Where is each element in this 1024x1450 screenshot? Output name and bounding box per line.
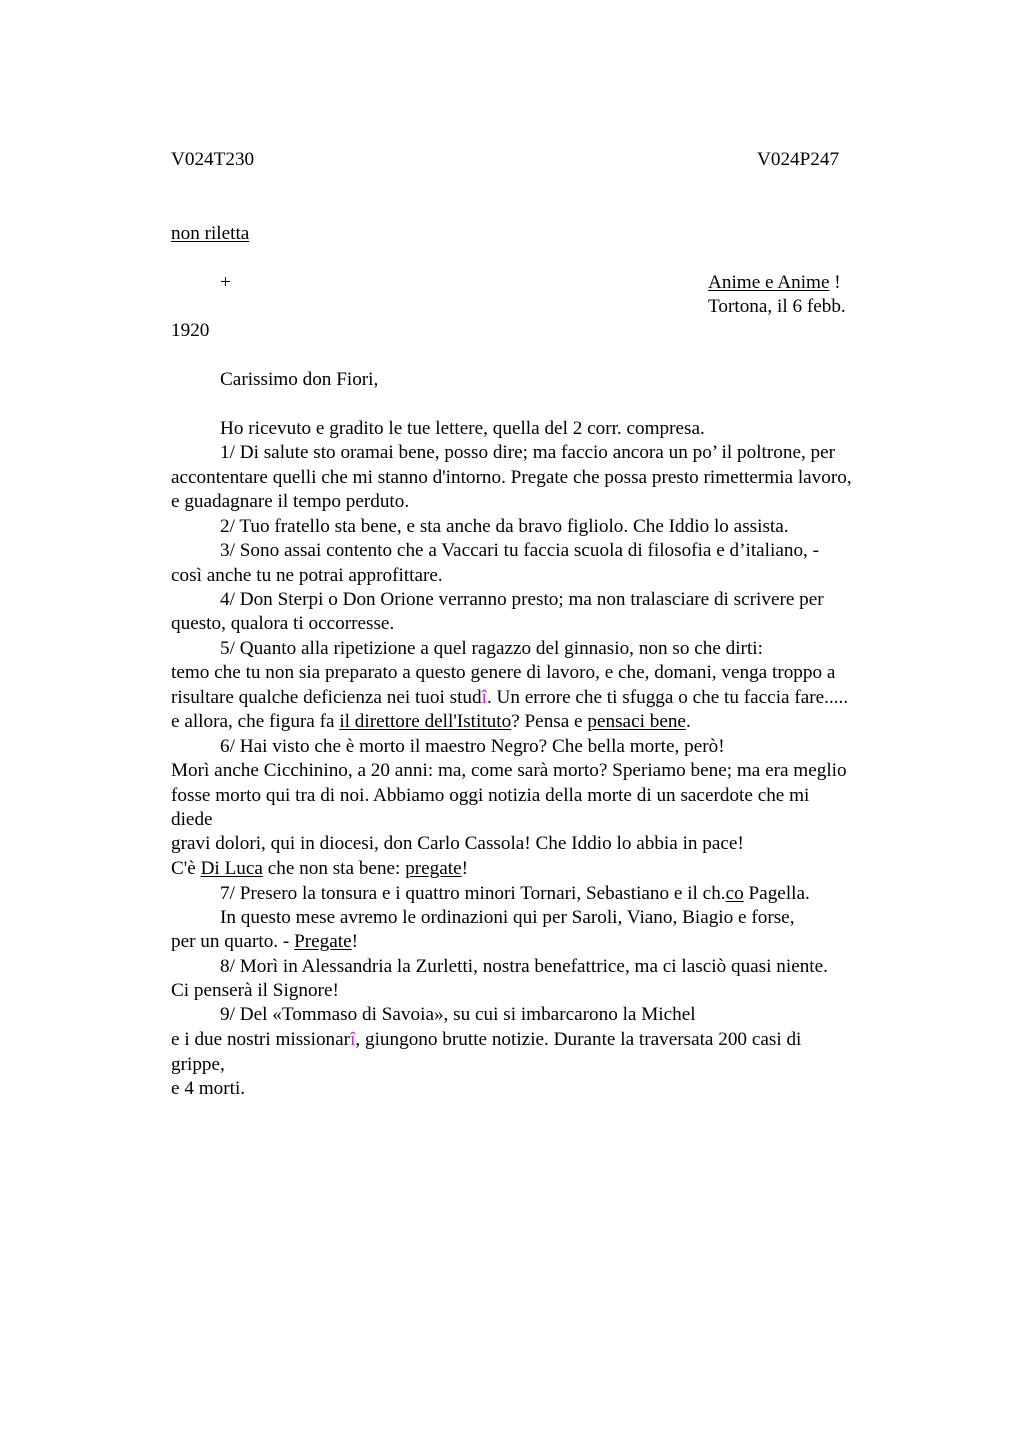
text-run: Pagella. <box>743 883 810 904</box>
body-line: 2/ Tuo fratello sta bene, e sta anche da bravo figliolo. Che Iddio lo assista. <box>220 516 789 537</box>
body-line <box>171 1030 801 1049</box>
text-run: ? Pensa e <box>511 711 588 732</box>
text-run: . Un errore che ti sfugga o che tu faccia fare..... <box>486 687 849 708</box>
body-line: Ci penserà il Signore! <box>171 980 339 1001</box>
place-date: Tortona, il 6 febb. <box>708 296 846 317</box>
body-line: e guadagnare il tempo perduto. <box>171 491 410 512</box>
review-note-text: non riletta <box>171 223 250 244</box>
body-line: accontentare quelli che mi stanno d'intorno. Pregate che possa presto rimettermia lavoro, <box>171 467 852 488</box>
year: 1920 <box>171 320 210 341</box>
correction-mark: î <box>481 687 487 708</box>
body-line: 4/ Don Sterpi o Don Orione verranno presto; ma non tralasciare di scrivere per <box>220 589 824 610</box>
text-run: ! <box>461 858 469 879</box>
underlined-text: Pregate <box>294 931 352 952</box>
cross-symbol: + <box>220 272 231 293</box>
document-code-left: V024T230 <box>171 149 255 170</box>
text-run: ! <box>351 931 359 952</box>
body-line: 6/ Hai visto che è morto il maestro Negro? Che bella morte, però! <box>220 736 725 757</box>
motto-punctuation: ! <box>829 272 841 293</box>
body-line: fosse morto qui tra di noi. Abbiamo oggi notizia della morte di un sacerdote che mi <box>171 785 810 806</box>
body-line <box>171 688 848 707</box>
body-line <box>220 884 810 903</box>
text-run: che non sta bene: <box>262 858 406 879</box>
body-line: e 4 morti. <box>171 1078 246 1099</box>
underlined-text: co <box>725 883 744 904</box>
body-line: 8/ Morì in Alessandria la Zurletti, nostra benefattrice, ma ci lasciò quasi niente. <box>220 956 828 977</box>
text-run: risultare qualche deficienza nei tuoi stud <box>171 687 482 708</box>
salutation: Carissimo don Fiori, <box>220 369 379 390</box>
body-line: 1/ Di salute sto oramai bene, posso dire; ma faccio ancora un po’ il poltrone, per <box>220 442 836 463</box>
text-run: . <box>685 711 691 732</box>
text-run: e i due nostri missionar <box>171 1029 351 1050</box>
body-line: Ho ricevuto e gradito le tue lettere, quella del 2 corr. compresa. <box>220 418 705 439</box>
body-line: grippe, <box>171 1054 225 1075</box>
body-line <box>171 932 358 951</box>
correction-mark: î <box>350 1029 356 1050</box>
body-line: 9/ Del «Tommaso di Savoia», su cui si imbarcarono la Michel <box>220 1004 696 1025</box>
underlined-text: pensaci bene <box>587 711 686 732</box>
body-line: diede <box>171 809 213 830</box>
body-line: Morì anche Cicchinino, a 20 anni: ma, come sarà morto? Speriamo bene; ma era meglio <box>171 760 847 781</box>
motto <box>708 273 841 292</box>
body-line <box>171 859 468 878</box>
body-line: temo che tu non sia preparato a questo genere di lavoro, e che, domani, venga troppo a <box>171 662 836 683</box>
body-line: così anche tu ne potrai approfittare. <box>171 565 443 586</box>
underlined-text: il direttore dell'Istituto <box>339 711 512 732</box>
underlined-text: Di Luca <box>200 858 263 879</box>
underlined-text: pregate <box>405 858 462 879</box>
text-run: 7/ Presero la tonsura e i quattro minori Tornari, Sebastiano e il ch. <box>220 883 726 904</box>
text-run: C'è <box>171 858 201 879</box>
body-line: gravi dolori, qui in diocesi, don Carlo Cassola! Che Iddio lo abbia in pace! <box>171 833 744 854</box>
body-line <box>171 712 691 731</box>
text-run: e allora, che figura fa <box>171 711 340 732</box>
body-line: questo, qualora ti occorresse. <box>171 613 395 634</box>
review-note <box>171 224 249 243</box>
body-line: In questo mese avremo le ordinazioni qui per Saroli, Viano, Biagio e forse, <box>220 907 795 928</box>
body-line: 3/ Sono assai contento che a Vaccari tu faccia scuola di filosofia e d’italiano, - <box>220 540 820 561</box>
text-run: , giungono brutte notizie. Durante la traversata 200 casi di <box>355 1029 802 1050</box>
document-code-right: V024P247 <box>757 149 840 170</box>
body-line: 5/ Quanto alla ripetizione a quel ragazzo del ginnasio, non so che dirti: <box>220 638 763 659</box>
motto-text: Anime e Anime <box>708 272 830 293</box>
text-run: per un quarto. - <box>171 931 295 952</box>
